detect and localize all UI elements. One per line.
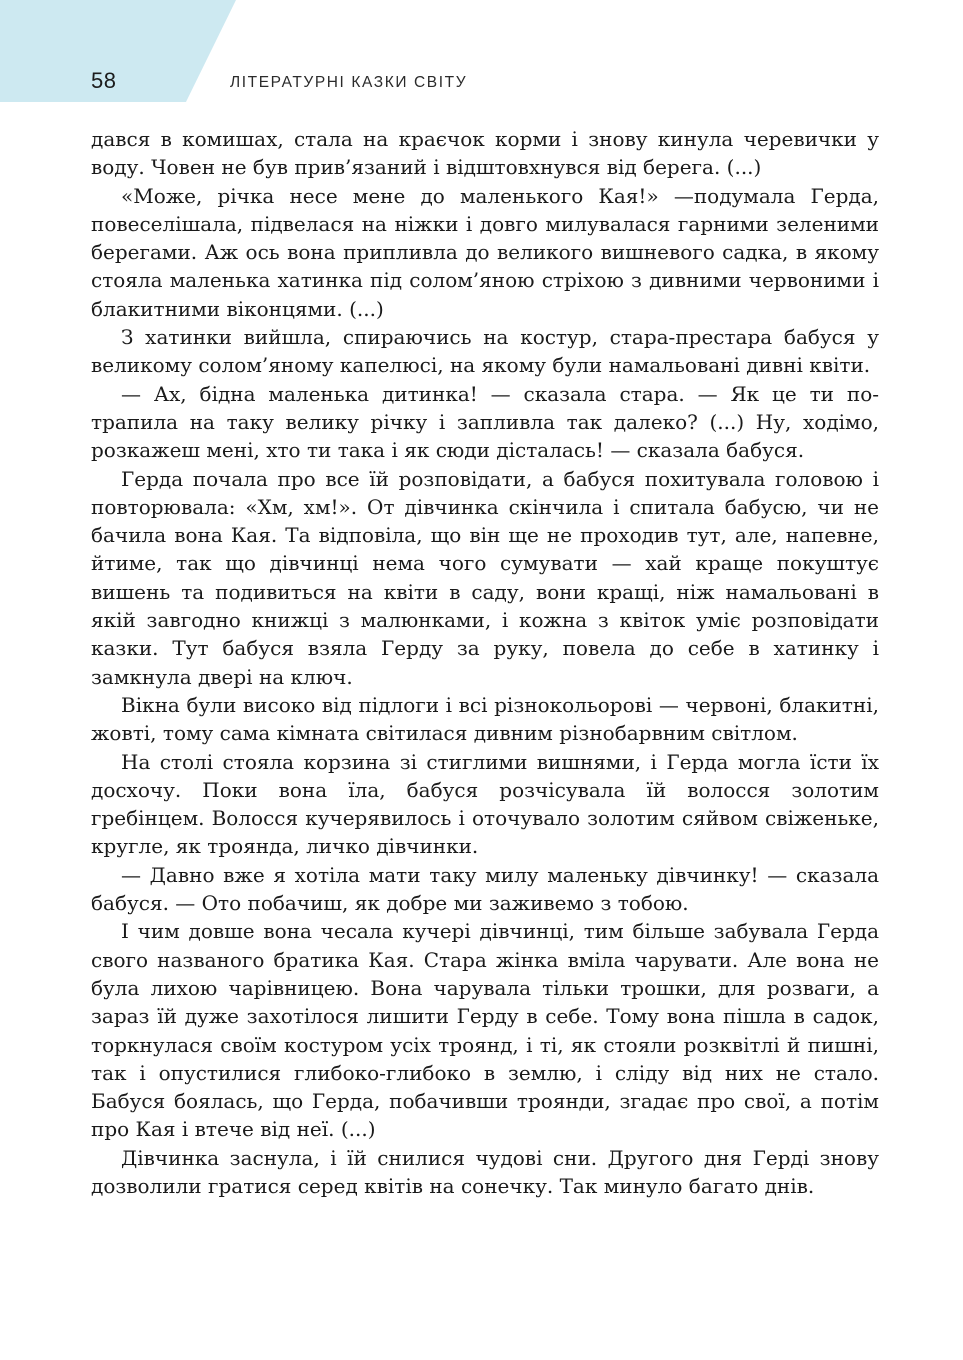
page-number: 58	[91, 68, 117, 93]
paragraph: І чим довше вона чесала кучері дівчинці, тим більше забувала Герда свого названого братика Кая. Стара жінка вміла чарувати. Але вона не була лихою чарівницею. Вона чарувала тільки трошки, для розваги, а зараз їй дуже захотілося лишити Герду в себе. Тому вона пішла в садок, торкнулася своїм костуром усіх троянд, і ті, як стояли розквітлі й пишні, так і опустилися глибоко-глибоко в землю, і сліду від них не стало. Бабуся боялась, що Герда, побачивши троянди, згадає про свої, а потім про Кая і втече від неї. (...)	[91, 919, 879, 1142]
paragraph: Вікна були високо від підлоги і всі різнокольорові — червоні, блакитні, жовті, тому сама кімната світилася дивним різнобарвним світлом.	[91, 692, 879, 746]
paragraph: — Давно вже я хотіла мати таку милу маленьку дівчинку! — сказала бабуся. — Ото побачиш, як добре ми заживемо з тобою.	[91, 862, 879, 916]
paragraph: Герда почала про все їй розповідати, а бабуся похитувала головою і повторювала: «Хм, хм!». От дівчинка скінчила і спитала бабусю, чи не бачила вона Кая. Та відповіла, що він ще не проходив тут, але, напевне, йтиме, так що дівчинці нема чого сумувати — хай краще покуштує вишень та подивиться на квіти в саду, вони кращі, ніж намальовані в якій завгодно книжці з малюнками, і кожна з квіток уміє розповідати казки. Тут бабуся взяла Герду за руку, повела до себе в хатинку і замкнула двері на ключ.	[91, 466, 879, 689]
paragraph: — Ах, бідна маленька дитинка! — сказала стара. — Як це ти потрапила на таку велику річку і запливла так далеко? (...) Ну, ходімо, розкажеш мені, хто ти така і як сюди дісталась! — сказала бабуся.	[91, 381, 879, 463]
paragraph: З хатинки вийшла, спираючись на костур, стара-престара бабуся у великому солом’яному капелюсі, на якому були намальовані дивні квіти.	[91, 325, 879, 378]
corner-decoration	[0, 0, 236, 102]
paragraph: дався в комишах, стала на краєчок корми і знову кинула черевички у воду. Човен не був прив’язаний і відштовхнувся від берега. (...)	[91, 127, 879, 180]
paragraph: «Може, річка несе мене до маленького Кая!» —подумала Герда, повеселішала, підвелася на ніжки і довго милувалася гарними зеленими берегами. Аж ось вона припливла до великого вишневого садка, в якому стояла маленька хатинка під солом’яною стріхою з дивними червоними і блакитними віконцями. (...)	[91, 183, 879, 321]
paragraph: Дівчинка заснула, і їй снилися чудові сни. Другого дня Герді знову дозволили гратися серед квітів на сонечку. Так минуло багато днів.	[91, 1145, 879, 1198]
story-text	[91, 125, 879, 1200]
paragraph: На столі стояла корзина зі стиглими вишнями, і Герда могла їсти їх досхочу. Поки вона їла, бабуся розчісувала їй волосся золотим гребінцем. Волосся кучерявилось і оточувало золотим сяйвом свіженьке, кругле, як троянда, личко дівчинки.	[91, 749, 879, 859]
running-header: ЛІТЕРАТУРНІ КАЗКИ СВІТУ	[230, 74, 468, 91]
